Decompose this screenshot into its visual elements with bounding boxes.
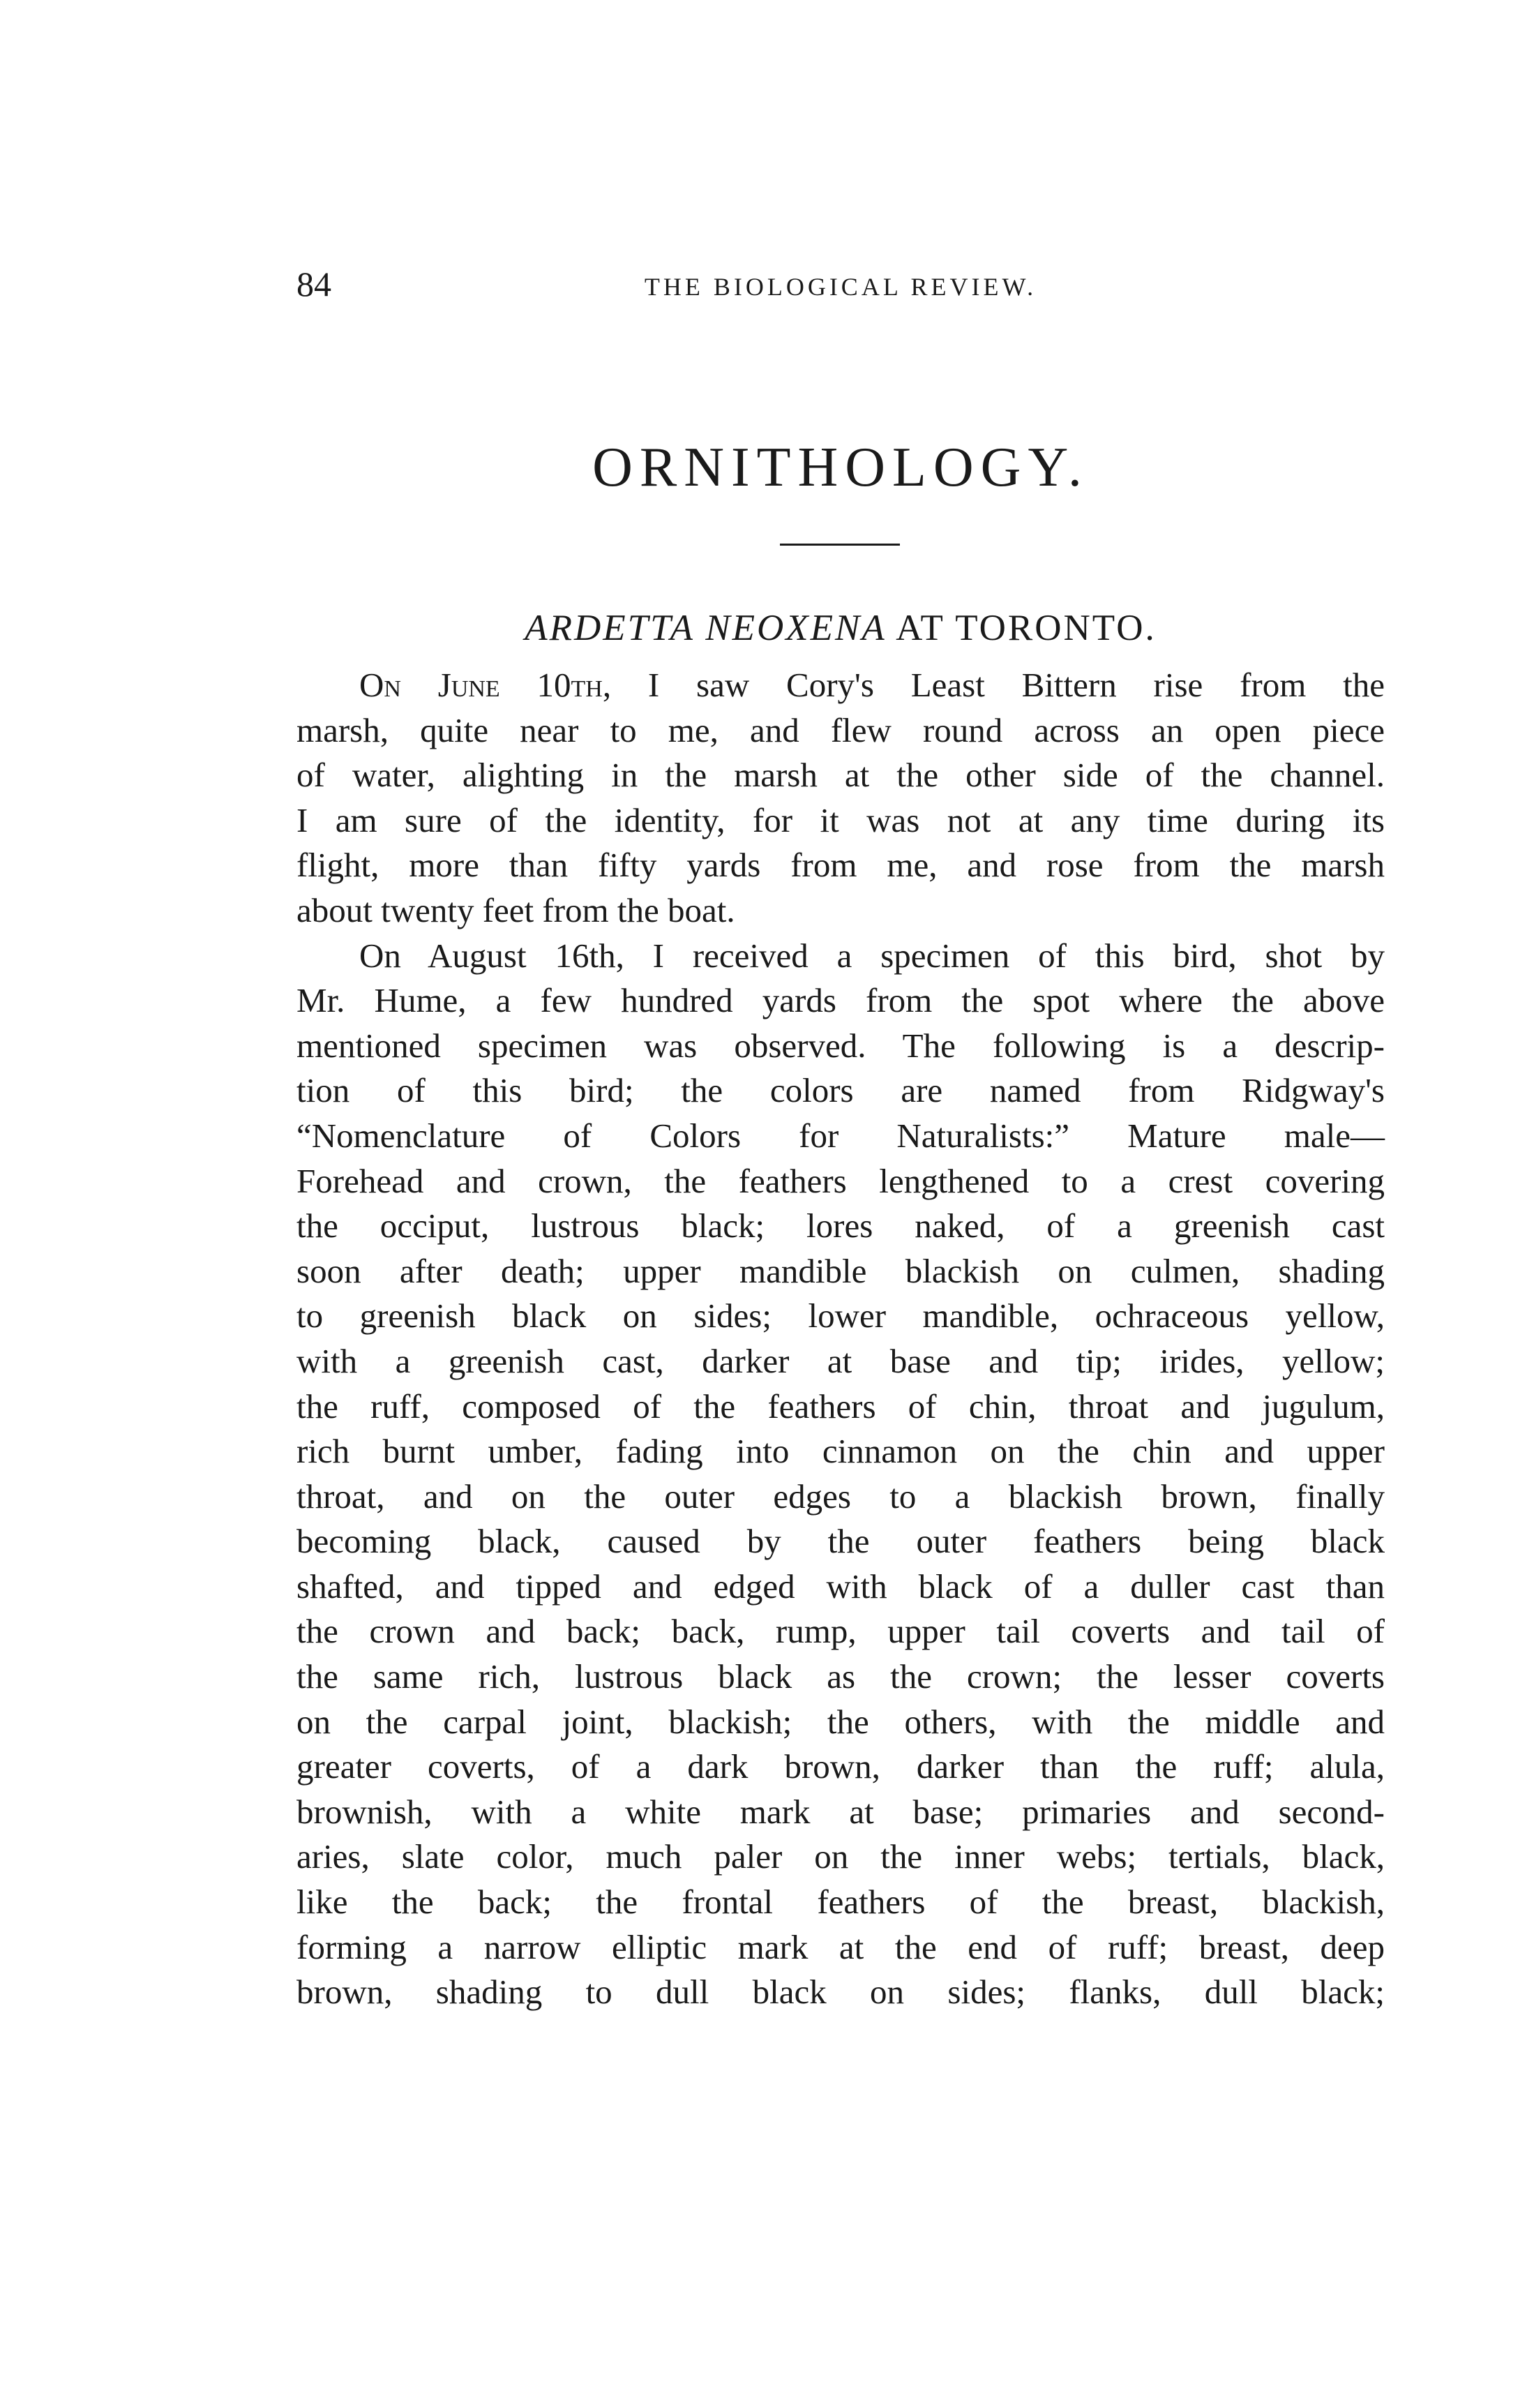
text-line: of water, alighting in the marsh at the other side of the channel. [296, 756, 1385, 795]
text-line: like the back; the frontal feathers of the breast, blackish, [296, 1883, 1385, 1922]
text-line: “Nomenclature of Colors for Naturalists:” Mature male— [296, 1116, 1385, 1155]
text-line: greater coverts, of a dark brown, darker than the ruff; alula, [296, 1747, 1385, 1786]
paragraph-lead: On June 10th, [359, 666, 612, 704]
text-line: marsh, quite near to me, and flew round across an open piece [296, 710, 1385, 749]
text-line: aries, slate color, much paler on the inner webs; tertials, black, [296, 1837, 1385, 1876]
text-line: shafted, and tipped and edged with black of a duller cast than [296, 1566, 1385, 1606]
text-line: the ruff, composed of the feathers of chin, throat and jugulum, [296, 1386, 1385, 1426]
text-line: throat, and on the outer edges to a blackish brown, finally [296, 1476, 1385, 1516]
text-line: I am sure of the identity, for it was not at any time during its [296, 800, 1385, 839]
text-line: forming a narrow elliptic mark at the end of ruff; breast, deep [296, 1927, 1385, 1966]
text-line: the same rich, lustrous black as the crown; the lesser coverts [296, 1657, 1385, 1696]
text-line: rich burnt umber, fading into cinnamon on the chin and upper [296, 1432, 1385, 1471]
text-line: the occiput, lustrous black; lores naked, of a greenish cast [296, 1206, 1385, 1246]
text-line: On August 16th, I received a specimen of this bird, shot by [359, 936, 1385, 975]
article-body [296, 663, 1385, 2015]
section-title: ORNITHOLOGY. [592, 437, 1089, 498]
text-line: brown, shading to dull black on sides; flanks, dull black; [296, 1973, 1385, 2012]
text-line [296, 663, 1385, 708]
text-line: about twenty feet from the boat. [296, 890, 735, 929]
title-rule [780, 544, 900, 546]
text-line: on the carpal joint, blackish; the others, with the middle and [296, 1702, 1385, 1741]
text-line: to greenish black on sides; lower mandible, ochraceous yellow, [296, 1296, 1385, 1336]
paragraph-1 [296, 663, 1385, 934]
text-line: the crown and back; back, rump, upper tail coverts and tail of [296, 1612, 1385, 1651]
running-head [296, 260, 1385, 308]
article-species: ARDETTA NEOXENA [525, 608, 887, 648]
text-line: Forehead and crown, the feathers lengthened to a crest covering [296, 1161, 1385, 1200]
paragraph-2 [296, 934, 1385, 2015]
text-line: flight, more than fifty yards from me, and rose from the marsh [296, 846, 1385, 885]
text-line: with a greenish cast, darker at base and tip; irides, yellow; [296, 1341, 1385, 1380]
article-location: AT TORONTO. [896, 608, 1157, 648]
text-line: soon after death; upper mandible blackish on culmen, shading [296, 1251, 1385, 1290]
text-line: brownish, with a white mark at base; primaries and second- [296, 1792, 1385, 1831]
text-line: Mr. Hume, a few hundred yards from the spot where the above [296, 981, 1385, 1020]
page-number: 84 [296, 264, 331, 304]
journal-title: THE BIOLOGICAL REVIEW. [644, 273, 1037, 301]
text-line: tion of this bird; the colors are named from Ridgway's [296, 1071, 1385, 1110]
line-text: I saw Cory's Least Bittern rise from the [647, 666, 1385, 704]
text-line: becoming black, caused by the outer feathers being black [296, 1522, 1385, 1561]
article-heading [296, 600, 1385, 656]
text-line: mentioned specimen was observed. The following is a descrip- [296, 1026, 1385, 1065]
